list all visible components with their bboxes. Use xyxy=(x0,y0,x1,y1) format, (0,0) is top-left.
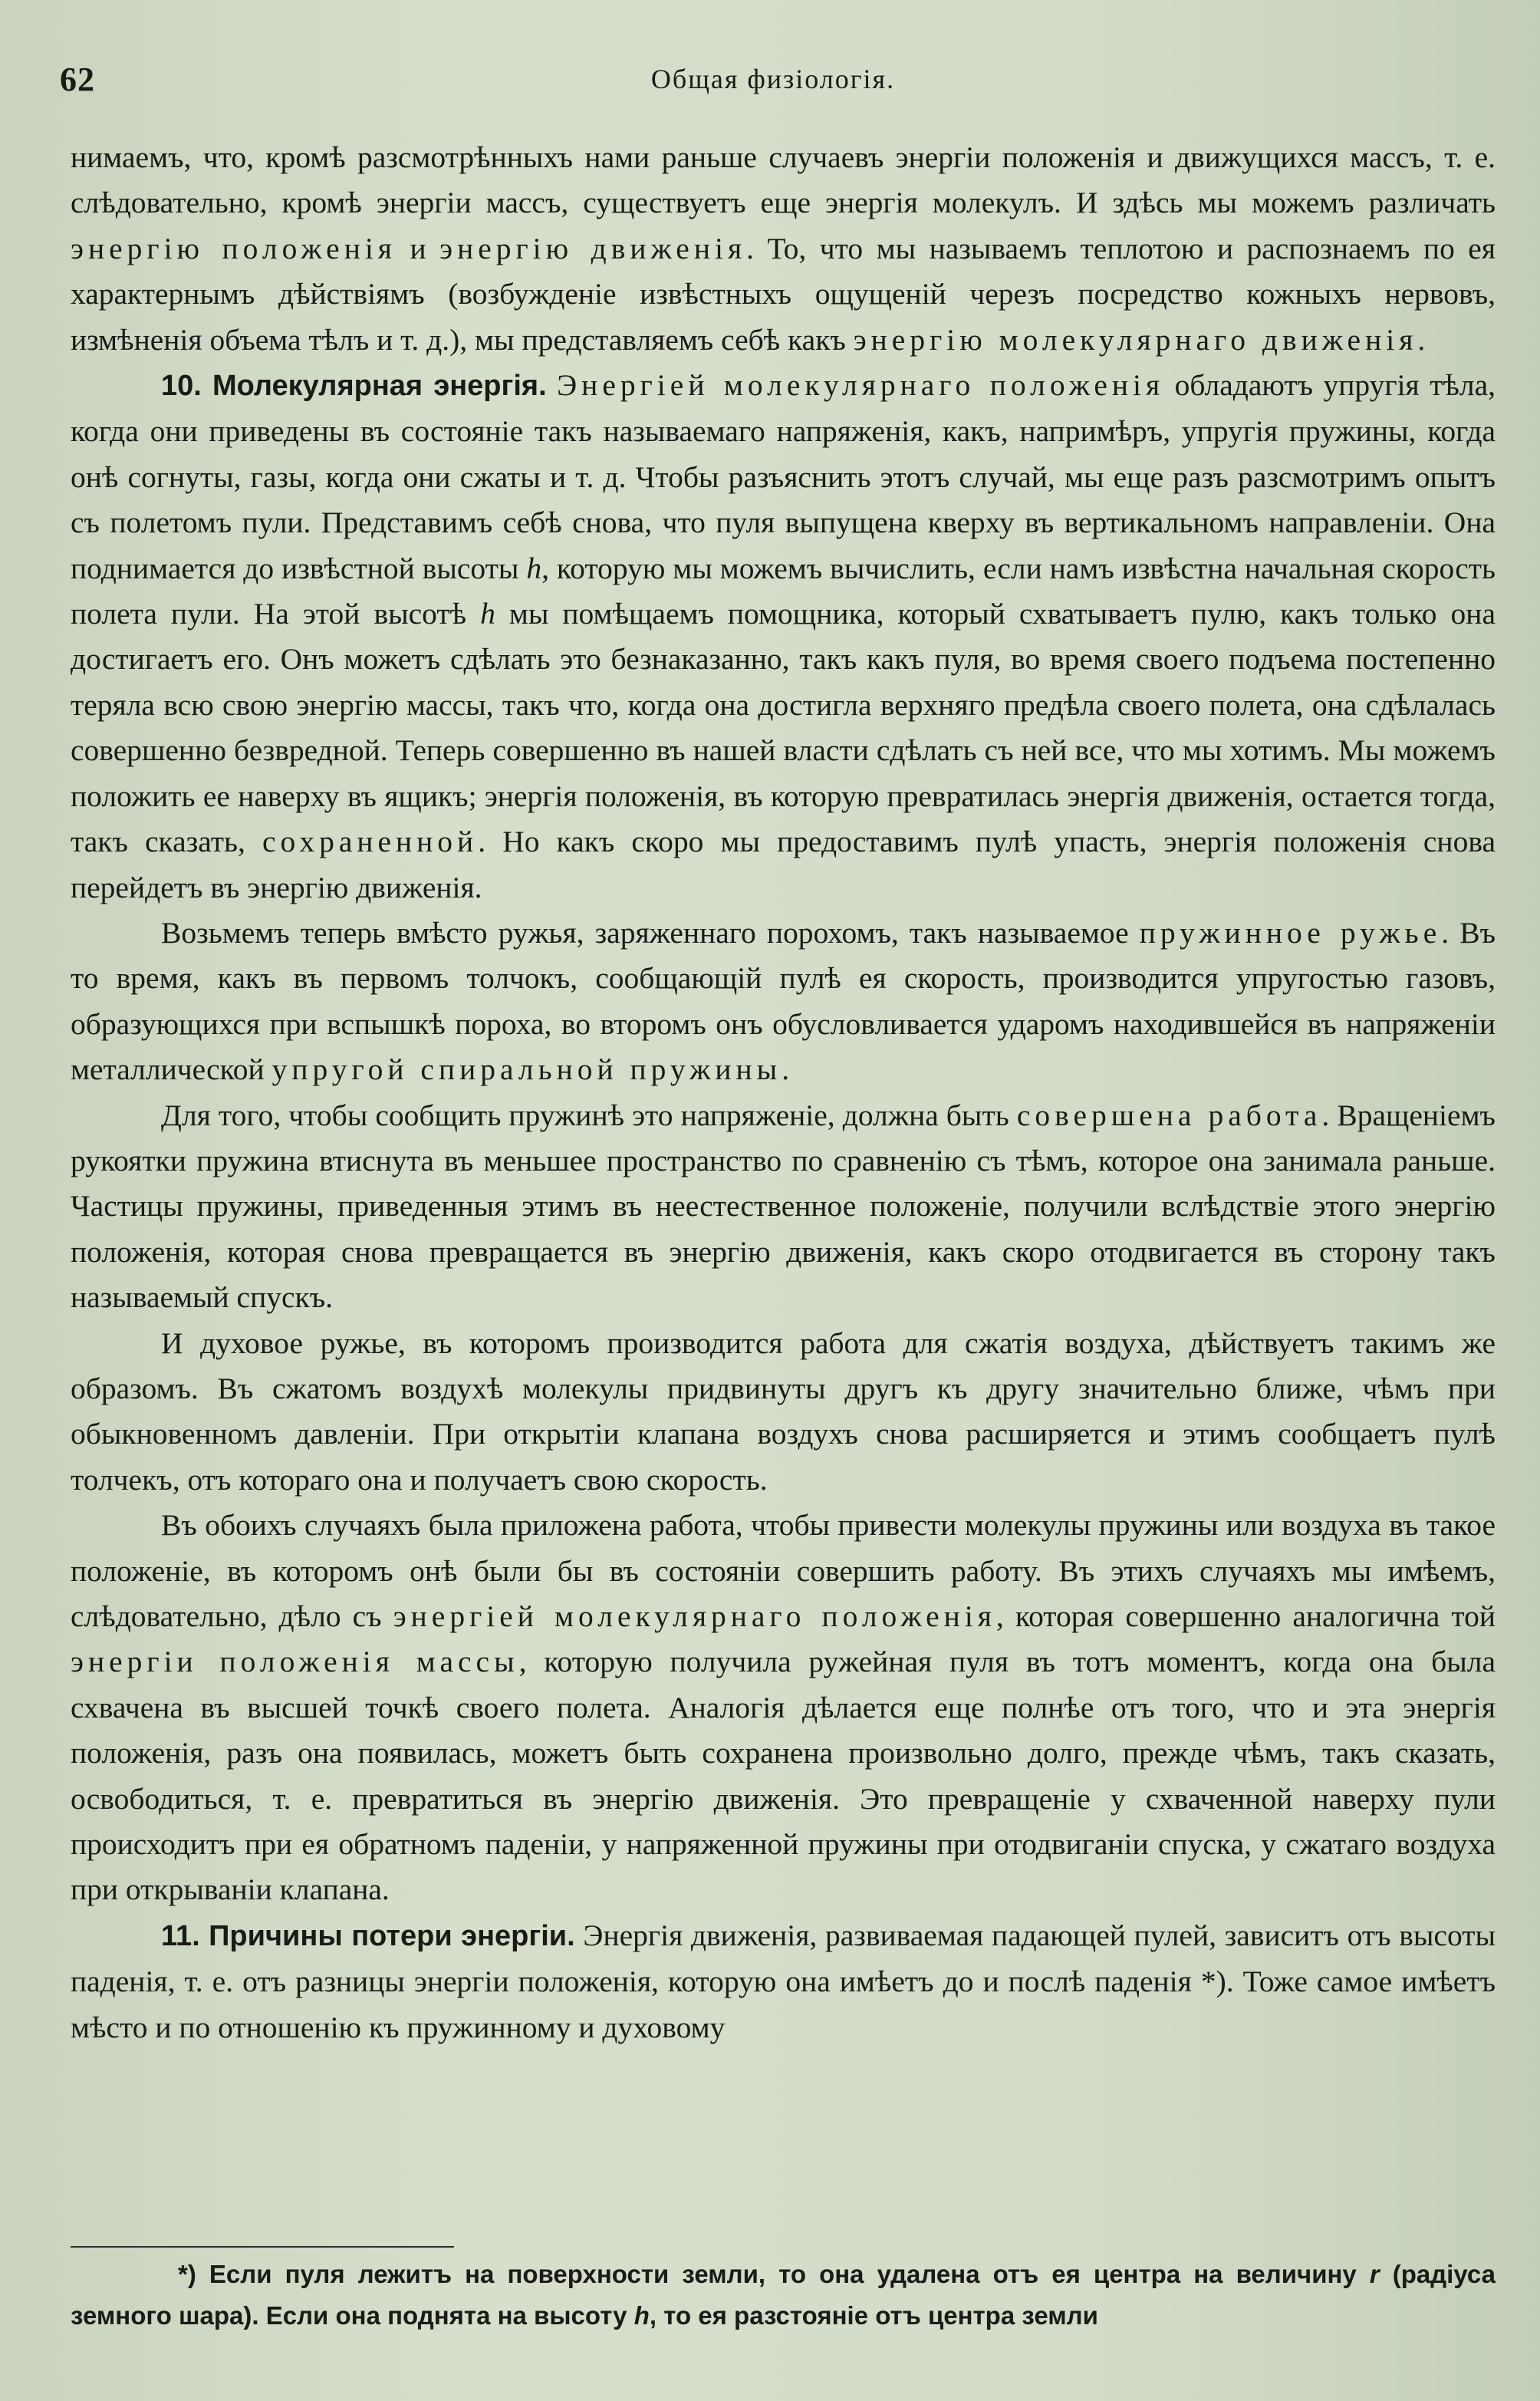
text-run: . xyxy=(782,1052,790,1087)
paragraph-section-10 xyxy=(71,363,1496,911)
paragraph xyxy=(71,911,1496,1093)
spaced-emphasis: энергiей молекулярнаго положенiя xyxy=(393,1599,996,1633)
text-run: обладаютъ упругiя тѣла, когда они приведены въ состоянiе такъ называемаго напряженiя, какъ, напримѣръ, упругiя пружины, когда онѣ согнуты, газы, когда они сжаты и т. д. Чтобы разъяснить этотъ случай, мы еще разъ разсмотримъ опытъ съ полетомъ пули. Представимъ себѣ снова, что пуля выпущена кверху въ вертикальномъ направленiи. Она поднимается до извѣстной высоты xyxy=(71,368,1496,585)
paragraph-section-11 xyxy=(71,1913,1496,2050)
footnote xyxy=(71,2254,1496,2337)
text-run: . Вращенiемъ рукоятки пружина втиснута въ меньшее пространство по сравненiю съ тѣмъ, которое она занимала раньше. Частицы пружины, приведенныя этимъ въ неестественное положенiе, получили вслѣдствiе этого энергiю положенiя, которая снова превращается въ энергiю движенiя, какъ скоро отодвигается въ сторону такъ называемый спускъ. xyxy=(71,1098,1496,1315)
text-run: , которую получила ружейная пуля въ тотъ моментъ, когда она была схвачена въ высшей точкѣ своего полета. Аналогiя дѣлается еще полнѣе отъ того, что и эта энергiя положенiя, разъ она появилась, можетъ быть сохранена произвольно долго, прежде чѣмъ, такъ сказать, освободиться, т. е. превратиться въ энергiю движенiя. Это превращенiе у схваченной наверху пули происходитъ при ея обратномъ паденiи, у напряженной пружины при отодвиганiи спуска, у сжатаго воздуха при открыванiи клапана. xyxy=(71,1645,1496,1907)
running-title: Общая физiологiя. xyxy=(650,64,896,94)
paragraph xyxy=(71,1093,1496,1321)
text-run: (радiуса земного шара). Если она поднята на высоту xyxy=(71,2260,1496,2330)
paragraph xyxy=(71,1503,1496,1913)
math-variable: r xyxy=(1369,2260,1380,2288)
spaced-emphasis: упругой спиральной пружины xyxy=(271,1052,782,1087)
spaced-emphasis: совершена работа xyxy=(1016,1098,1322,1132)
spaced-emphasis: энергiи положенiя массы xyxy=(71,1645,519,1679)
math-variable: h xyxy=(633,2301,650,2330)
text-run: . Но какъ скоро мы предоставимъ пулѣ упасть, энергiя положенiя снова перейдетъ въ энергiю движенiя. xyxy=(71,825,1496,904)
text-run: мы помѣщаемъ помощника, который схватываетъ пулю, какъ только она достигаетъ его. Онъ можетъ сдѣлать это безнаказанно, такъ какъ пуля, во время своего подъема постепенно теряла всю свою энергiю массы, такъ что, когда она достигла верхняго предѣла своего полета, она сдѣлалась совершенно безвредной. Теперь совершенно въ нашей власти сдѣлать съ ней все, что мы хотимъ. Мы можемъ положить ее наверху въ ящикъ; энергiя положенiя, въ которую превратилась энергiя движенiя, остается тогда, такъ сказать, xyxy=(71,597,1496,859)
text-run: И духовое ружье, въ которомъ производится работа для сжатiя воздуха, дѣйствуетъ такимъ же образомъ. Въ сжатомъ воздухѣ молекулы придвинуты другъ къ другу значительно ближе, чѣмъ при обыкновенномъ давленiи. При открытiи клапана воздухъ снова расширяется и этимъ сообщаетъ пулѣ толчекъ, отъ котораго она и получаетъ свою скорость. xyxy=(71,1326,1496,1497)
spaced-emphasis: энергiю движенiя xyxy=(439,231,747,265)
math-variable: h xyxy=(480,597,495,631)
spaced-emphasis: Энергiей молекулярнаго положенiя xyxy=(557,368,1165,403)
page-header xyxy=(60,60,1486,106)
text-run: , которая совершенно аналогична той xyxy=(995,1599,1496,1633)
text-run: . То, что мы называемъ теплотою и распознаемъ по ея характернымъ дѣйствiямъ (возбужденiе извѣстныхъ ощущенiй черезъ посредство кожныхъ нервовъ, измѣненiя объема тѣлъ и т. д.), мы представляемъ себѣ какъ xyxy=(71,231,1496,357)
text-run: Въ обоихъ случаяхъ была приложена работа, чтобы привести молекулы пружины или воздуха въ такое положенiе, въ которомъ онѣ были бы въ состоянiи совершить работу. Въ этихъ случаяхъ мы имѣемъ, слѣдовательно, дѣло съ xyxy=(71,1508,1496,1633)
footnote-text xyxy=(71,2260,1496,2330)
text-run: , которую мы можемъ вычислить, если намъ извѣстна начальная скорость полета пули. На этой высотѣ xyxy=(71,551,1496,631)
text-run: . xyxy=(1417,322,1426,357)
text-run: Энергiя движенiя, развиваемая падающей пулей, зависитъ отъ высоты паденiя, т. е. отъ разницы энергiи положенiя, которую она имѣетъ до и послѣ паденiя *). Тоже самое имѣетъ мѣсто и по отношенiю къ пружинному и духовому xyxy=(71,1918,1496,2044)
text-run: *) Если пуля лежитъ на поверхности земли, то она удалена отъ ея центра на величину xyxy=(178,2260,1370,2288)
text-run: и xyxy=(396,231,440,265)
text-run: Возьмемъ теперь вмѣсто ружья, заряженнаго порохомъ, такъ называемое xyxy=(161,915,1140,950)
body-text xyxy=(71,135,1496,2050)
math-variable: h xyxy=(526,551,542,585)
text-run: нимаемъ, что, кромѣ разсмотрѣнныхъ нами раньше случаевъ энергiи положенiя и движущихся массъ, т. е. слѣдовательно, кромѣ энергiи массъ, существуетъ еще энергiя молекулъ. И здѣсь мы можемъ различать xyxy=(71,140,1496,220)
section-heading: 10. Молекулярная энергiя. xyxy=(161,370,547,403)
text-run xyxy=(547,368,557,402)
spaced-emphasis: сохраненной xyxy=(262,825,479,859)
text-run: , то ея разстоянiе отъ центра земли xyxy=(649,2301,1098,2330)
text-run: Для того, чтобы сообщить пружинѣ это напряженiе, должна быть xyxy=(161,1098,1017,1132)
spaced-emphasis: энергiю положенiя xyxy=(71,231,397,265)
spaced-emphasis: пружинное ружье xyxy=(1139,915,1442,950)
spaced-emphasis: энергiю молекулярнаго движенiя xyxy=(853,322,1418,357)
paragraph xyxy=(71,135,1496,363)
page-number: 62 xyxy=(60,61,95,98)
paragraph xyxy=(71,1321,1496,1504)
footnote-divider xyxy=(71,2246,454,2248)
section-heading: 11. Причины потери энергiи. xyxy=(161,1919,575,1952)
text-run: . Въ то время, какъ въ первомъ толчокъ, сообщающiй пулѣ ея скорость, производится упругостью газовъ, образующихся при вспышкѣ пороха, во второмъ онъ обусловливается ударомъ находившейся въ напряженiи металлической xyxy=(71,915,1496,1087)
